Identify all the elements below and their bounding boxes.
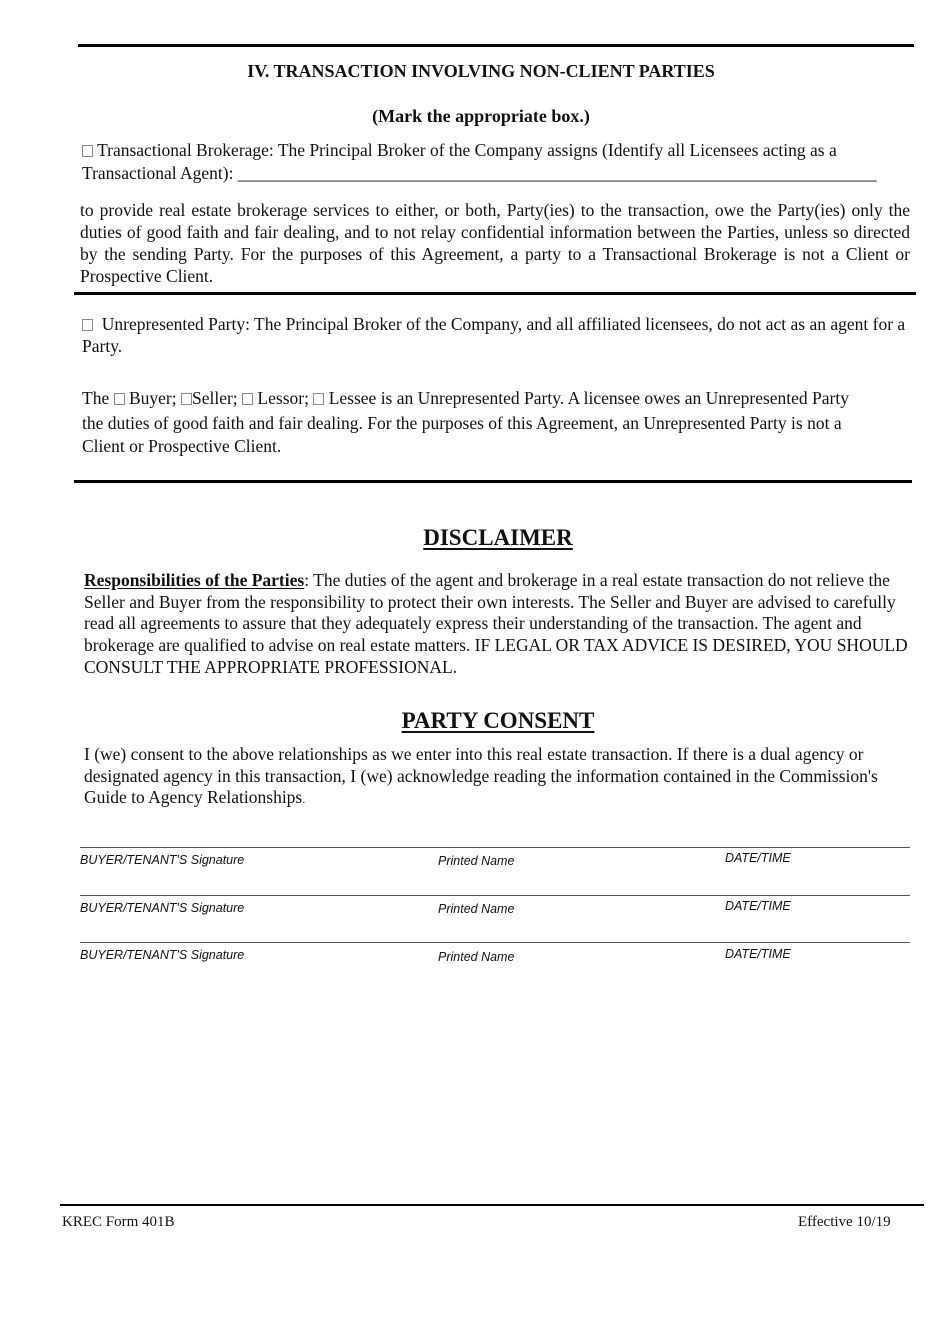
unrepresented-party-body: the duties of good faith and fair dealing. For the purposes of this Agreement, an Unrepresented Party is not a Client or Prospective Client. — [82, 413, 842, 456]
footer-rule — [60, 1204, 924, 1206]
buyer-checkbox[interactable] — [114, 393, 125, 405]
unrepresented-party-option — [82, 313, 912, 357]
seller-checkbox[interactable] — [181, 393, 192, 405]
lessee-label: Lessee is an Unrepresented Party. A licensee owes an Unrepresented Party — [328, 388, 849, 408]
the-label: The — [82, 388, 110, 408]
lessee-checkbox[interactable] — [313, 393, 324, 405]
signature-line-3[interactable] — [80, 942, 910, 943]
lessor-label: Lessor; — [257, 388, 309, 408]
seller-label: Seller; — [191, 388, 238, 408]
transactional-brokerage-text: Transactional Brokerage: The Principal Broker of the Company assigns (Identify all Licensees acting as a — [97, 140, 837, 160]
footer-form-id: KREC Form 401B — [62, 1214, 175, 1230]
unrepresented-party-roles — [82, 387, 912, 409]
signature-line-1[interactable] — [80, 847, 910, 848]
unrepresented-party-text: Unrepresented Party: The Principal Broker of the Company, and all affiliated licensees, do not act as an agent for a Party. — [82, 314, 906, 356]
printed-name-label-1: Printed Name — [438, 854, 515, 868]
disclaimer-text: : The duties of the agent and brokerage in a real estate transaction do not relieve the Seller and Buyer from the responsibility to protect their own interests. The Seller and Buyer are advised to carefully read all agreements to assure that they adequately express their understanding of the transaction. The agent and brokerage are qualified to advise on real estate matters. IF LEGAL OR TAX ADVICE IS DESIRED, YOU SHOULD CONSULT THE APPROPRIATE PROFESSIONAL. — [84, 570, 908, 677]
buyer-label: Buyer; — [128, 388, 177, 408]
date-label-1: DATE/TIME — [725, 851, 791, 865]
section-end-rule — [74, 480, 912, 483]
mid-rule-1 — [74, 292, 916, 295]
transactional-agent-line[interactable]: Transactional Agent): _________________________________________________________________________ — [82, 163, 877, 183]
disclaimer-heading: DISCLAIMER — [423, 525, 573, 550]
transactional-brokerage-body: to provide real estate brokerage services to either, or both, Party(ies) to the transaction, owe the Party(ies) only the duties of good faith and fair dealing, and to not relay confidential information between the Parties, unless so directed by the sending Party. For the purposes of this Agreement, a party to a Transactional Brokerage is not a Client or Prospective Client. — [80, 200, 910, 286]
signature-label-3: BUYER/TENANT'S Signature — [80, 948, 245, 962]
date-label-3: DATE/TIME — [725, 947, 791, 961]
date-label-2: DATE/TIME — [725, 899, 791, 913]
signature-line-2[interactable] — [80, 895, 910, 896]
party-consent-heading: PARTY CONSENT — [401, 708, 595, 733]
top-rule — [78, 44, 914, 47]
footer-effective: Effective 10/19 — [798, 1214, 891, 1230]
transactional-brokerage-option — [82, 139, 912, 161]
disclaimer-lead: Responsibilities of the Parties — [84, 570, 305, 590]
disclaimer-body — [84, 570, 920, 679]
lessor-checkbox[interactable] — [242, 393, 253, 405]
section-title: IV. TRANSACTION INVOLVING NON-CLIENT PARTIES — [247, 61, 715, 81]
printed-name-label-3: Printed Name — [438, 950, 515, 964]
transactional-brokerage-checkbox[interactable] — [82, 145, 93, 157]
signature-label-1: BUYER/TENANT'S Signature — [80, 853, 245, 867]
signature-label-2: BUYER/TENANT'S Signature — [80, 901, 245, 915]
unrepresented-party-checkbox[interactable] — [82, 319, 93, 331]
party-consent-body: I (we) consent to the above relationships as we enter into this real estate transaction. If there is a dual agency or designated agency in this transaction, I (we) acknowledge reading the information contained in the Commission's Guide to Agency Relationships. — [84, 744, 878, 808]
party-consent-text: I (we) consent to the above relationships as we enter into this real estate transaction. If there is a dual agency or designated agency in this transaction, I (we) acknowledge reading the information contained in the Commission's Guide to Agency Relationships — [84, 744, 878, 808]
section-instruction: (Mark the appropriate box.) — [372, 106, 590, 126]
printed-name-label-2: Printed Name — [438, 902, 515, 916]
